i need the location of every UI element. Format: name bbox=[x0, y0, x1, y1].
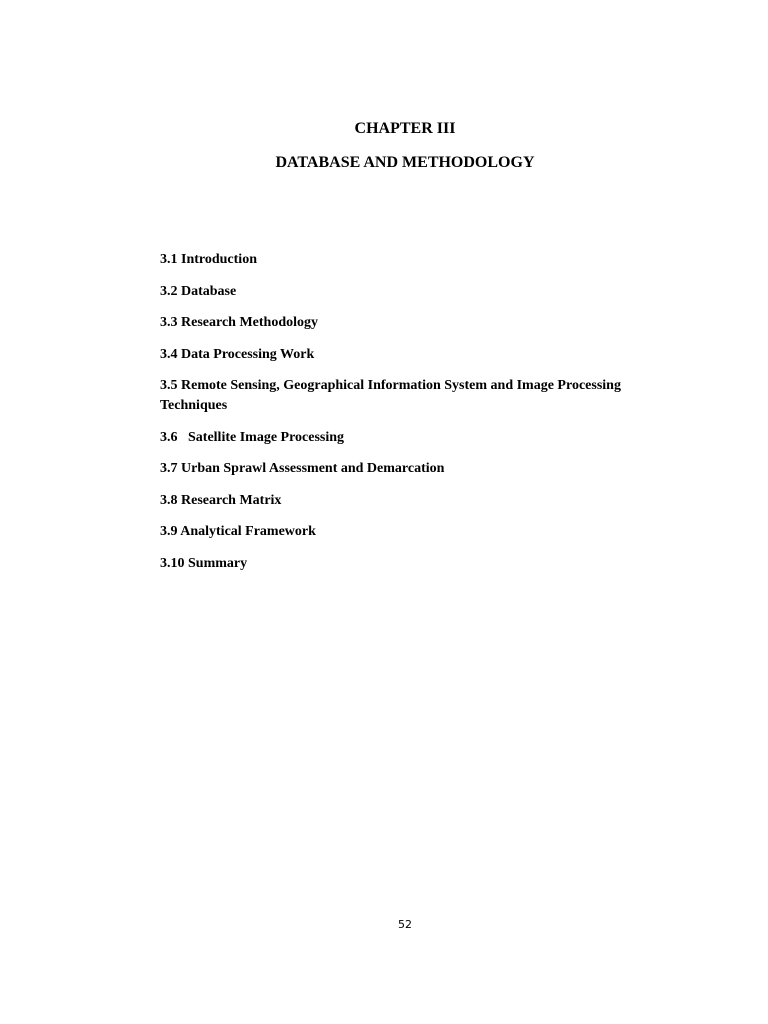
toc-item-3-7: 3.7 Urban Sprawl Assessment and Demarcation bbox=[160, 461, 445, 476]
toc-item-3-6: 3.6 Satellite Image Processing bbox=[160, 429, 345, 445]
toc-item-3-5: 3.5 Remote Sensing, Geographical Information System and Image Processing Techniques bbox=[160, 378, 625, 413]
toc-item-3-1: 3.1 Introduction bbox=[160, 252, 257, 267]
toc-item-3-9: 3.9 Analytical Framework bbox=[160, 524, 316, 539]
toc-item-3-4: 3.4 Data Processing Work bbox=[160, 346, 315, 362]
chapter-title: DATABASE AND METHODOLOGY bbox=[275, 154, 535, 171]
table-of-contents bbox=[160, 250, 640, 585]
page-number: 52 bbox=[398, 918, 412, 931]
toc-item-3-3: 3.3 Research Methodology bbox=[160, 315, 318, 330]
toc-item-3-8: 3.8 Research Matrix bbox=[160, 492, 282, 508]
chapter-label: CHAPTER III bbox=[354, 120, 456, 137]
toc-item-3-10: 3.10 Summary bbox=[160, 555, 248, 571]
toc-item-3-2: 3.2 Database bbox=[160, 283, 237, 299]
